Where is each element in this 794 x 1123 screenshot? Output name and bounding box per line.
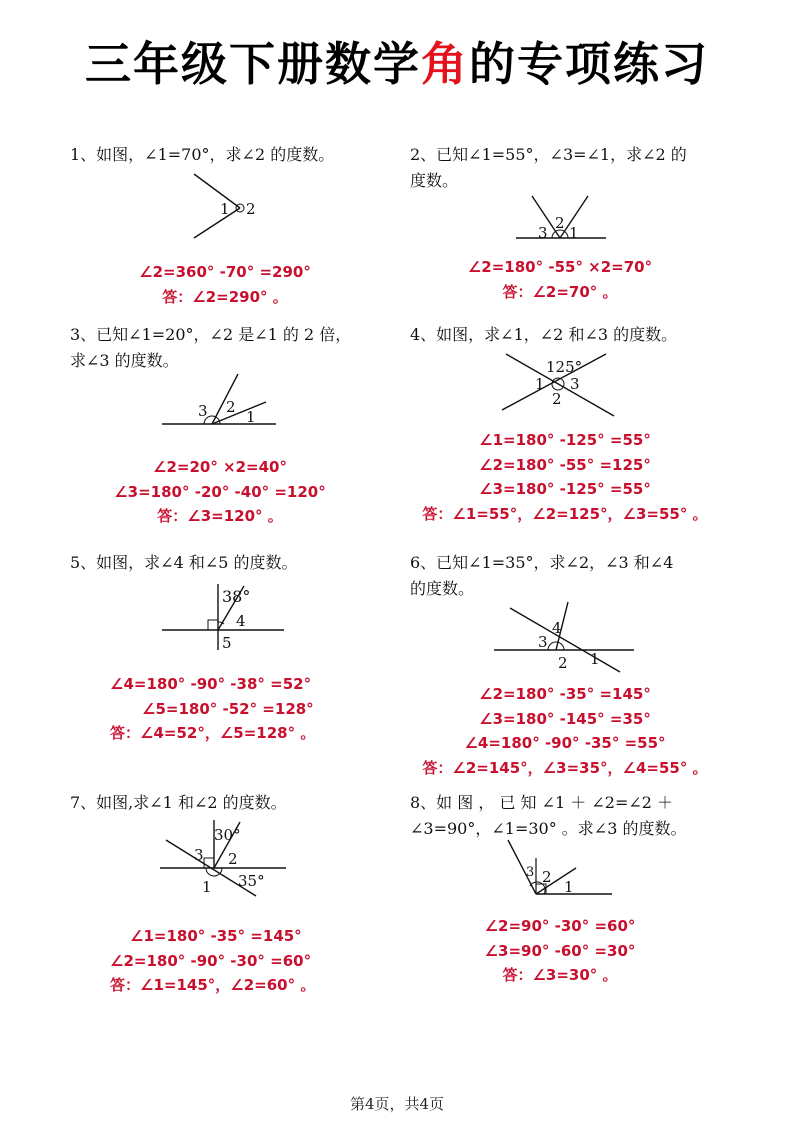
answer-line: ∠3=180° -125° =55° (479, 480, 651, 498)
problem-1-figure (180, 170, 290, 246)
label-angle-3: 3 (538, 224, 548, 242)
problem-5-question (70, 550, 298, 576)
problem-4-figure (498, 350, 618, 422)
problem-8-line-1: 8、如 图 ， 已 知 ∠1 ＋ ∠2=∠2 ＋ (410, 793, 674, 812)
label-angle-1: 1 (220, 200, 230, 218)
label-angle-1: 1 (564, 878, 574, 896)
problem-6-figure (492, 600, 636, 676)
label-angle-1: 1 (569, 224, 579, 242)
answer-line: ∠5=180° -52° =128° (142, 699, 314, 718)
answer-line: ∠2=90° -30° =60° (484, 917, 636, 935)
label-angle-3: 3 (198, 402, 208, 420)
problem-8-answer (430, 914, 690, 988)
problem-7-figure (158, 818, 288, 902)
label-angle-3: 3 (570, 375, 580, 393)
problem-2-answer (430, 255, 690, 304)
problem-7-answer (110, 924, 315, 998)
problem-4-question (410, 322, 677, 348)
answer-line: 答：∠1=55°，∠2=125°，∠3=55° 。 (422, 504, 708, 523)
answer-line: ∠2=180° -90° -30° =60° (110, 951, 312, 970)
answer-line: ∠4=180° -90° -38° =52° (110, 675, 312, 693)
answer-line: ∠2=180° -55° ×2=70° (467, 258, 653, 276)
title-accent: 角 (421, 37, 469, 91)
problem-1-diagram (180, 170, 290, 242)
label-angle-4: 4 (236, 612, 246, 630)
problem-5-line-1: 5、如图，求∠4 和∠5 的度数。 (70, 553, 298, 572)
label-angle-2: 2 (228, 850, 238, 868)
answer-line: 答：∠2=290° 。 (162, 287, 288, 306)
label-angle-4: 4 (552, 619, 562, 637)
problem-3-question (70, 322, 351, 374)
problem-8-figure (504, 838, 616, 904)
problem-6-line-2: 的度数。 (410, 579, 475, 598)
problem-4-line-1: 4、如图，求∠1，∠2 和∠3 的度数。 (410, 325, 678, 344)
label-angle-2: 2 (246, 200, 256, 218)
answer-line: ∠2=180° -35° =145° (479, 685, 651, 703)
answer-line: ∠3=180° -20° -40° =120° (114, 482, 326, 501)
answer-line: ∠1=180° -125° =55° (479, 431, 651, 449)
problem-2-line-2: 度数。 (410, 171, 459, 190)
ray-shallow (212, 402, 266, 424)
label-angle-2: 2 (558, 654, 568, 672)
problem-4-answer (405, 428, 725, 526)
ray-lower (194, 208, 240, 238)
label-angle-30: 30° (214, 826, 241, 844)
problem-2-question (410, 142, 687, 194)
right-angle-mark (208, 620, 218, 630)
label-angle-2: 2 (552, 390, 562, 408)
answer-line: ∠3=180° -145° =35° (479, 709, 651, 728)
problem-2-figure (512, 192, 612, 248)
problem-6-question (410, 550, 673, 602)
label-angle-35: 35° (238, 872, 265, 890)
label-angle-2: 2 (226, 398, 236, 416)
problem-1-question (70, 142, 334, 168)
problem-4-diagram (498, 350, 618, 418)
problem-1-line-1: 1、如图，∠1=70°，求∠2 的度数。 (70, 145, 335, 164)
label-angle-38: 38° (222, 587, 251, 606)
label-angle-5: 5 (222, 634, 232, 652)
problem-8-question (410, 790, 686, 842)
problem-3-figure (160, 372, 280, 434)
page-number: 第4页，共4页 (349, 1095, 445, 1113)
problem-3-diagram (160, 372, 280, 430)
page-title (0, 28, 794, 94)
answer-line: 答：∠3=120° 。 (157, 507, 283, 525)
title-suffix: 的专项练习 (469, 37, 709, 91)
problem-3-answer (90, 455, 350, 529)
label-angle-2: 2 (542, 868, 552, 886)
problem-8-line-2: ∠3=90°，∠1=30° 。求∠3 的度数。 (410, 819, 687, 838)
label-angle-1: 1 (246, 408, 256, 426)
label-angle-1: 1 (202, 878, 212, 896)
label-angle-3: 3 (526, 865, 535, 880)
answer-line: ∠2=180° -55° =125° (479, 455, 651, 474)
problem-7-question (70, 790, 287, 816)
label-angle-1: 1 (590, 650, 600, 668)
answer-line: 答：∠4=52°，∠5=128° 。 (110, 724, 316, 742)
label-angle-2: 2 (555, 214, 565, 232)
problem-5-answer (110, 672, 315, 746)
problem-3-line-2: 求∠3 的度数。 (70, 351, 179, 370)
label-angle-1: 1 (535, 375, 545, 393)
answer-line: 答：∠2=70° 。 (502, 282, 618, 301)
answer-line: ∠2=360° -70° =290° (139, 263, 311, 281)
answer-line: 答：∠1=145°，∠2=60° 。 (110, 976, 316, 994)
answer-line: 答：∠3=30° 。 (502, 966, 618, 984)
problem-6-answer (405, 682, 725, 780)
answer-line: ∠4=180° -90° -35° =55° (464, 734, 666, 752)
problem-7-line-1: 7、如图,求∠1 和∠2 的度数。 (70, 793, 287, 812)
label-angle-3: 3 (194, 846, 204, 864)
answer-line: ∠2=20° ×2=40° (153, 458, 287, 476)
answer-line: 答：∠2=145°，∠3=35°，∠4=55° 。 (422, 758, 708, 777)
title-prefix: 三年级下册数学 (85, 37, 421, 91)
problem-3-line-1: 3、已知∠1=20°，∠2 是∠1 的 2 倍， (70, 325, 352, 344)
problem-6-line-1: 6、已知∠1=35°，求∠2，∠3 和∠4 (410, 553, 674, 572)
problem-5-diagram (160, 582, 286, 652)
label-angle-125: 125° (546, 358, 583, 376)
problem-8-diagram (504, 838, 616, 900)
answer-line: ∠1=180° -35° =145° (130, 927, 302, 945)
answer-line: ∠3=90° -60° =30° (484, 941, 636, 960)
problem-5-figure (160, 582, 286, 656)
label-angle-3: 3 (538, 633, 548, 651)
ray-upper (194, 174, 240, 208)
problem-1-answer (100, 260, 350, 309)
problem-2-diagram (512, 192, 612, 244)
problem-7-diagram (158, 818, 288, 898)
problem-2-line-1: 2、已知∠1=55°，∠3=∠1，求∠2 的 (410, 145, 687, 164)
problem-6-diagram (492, 600, 636, 672)
